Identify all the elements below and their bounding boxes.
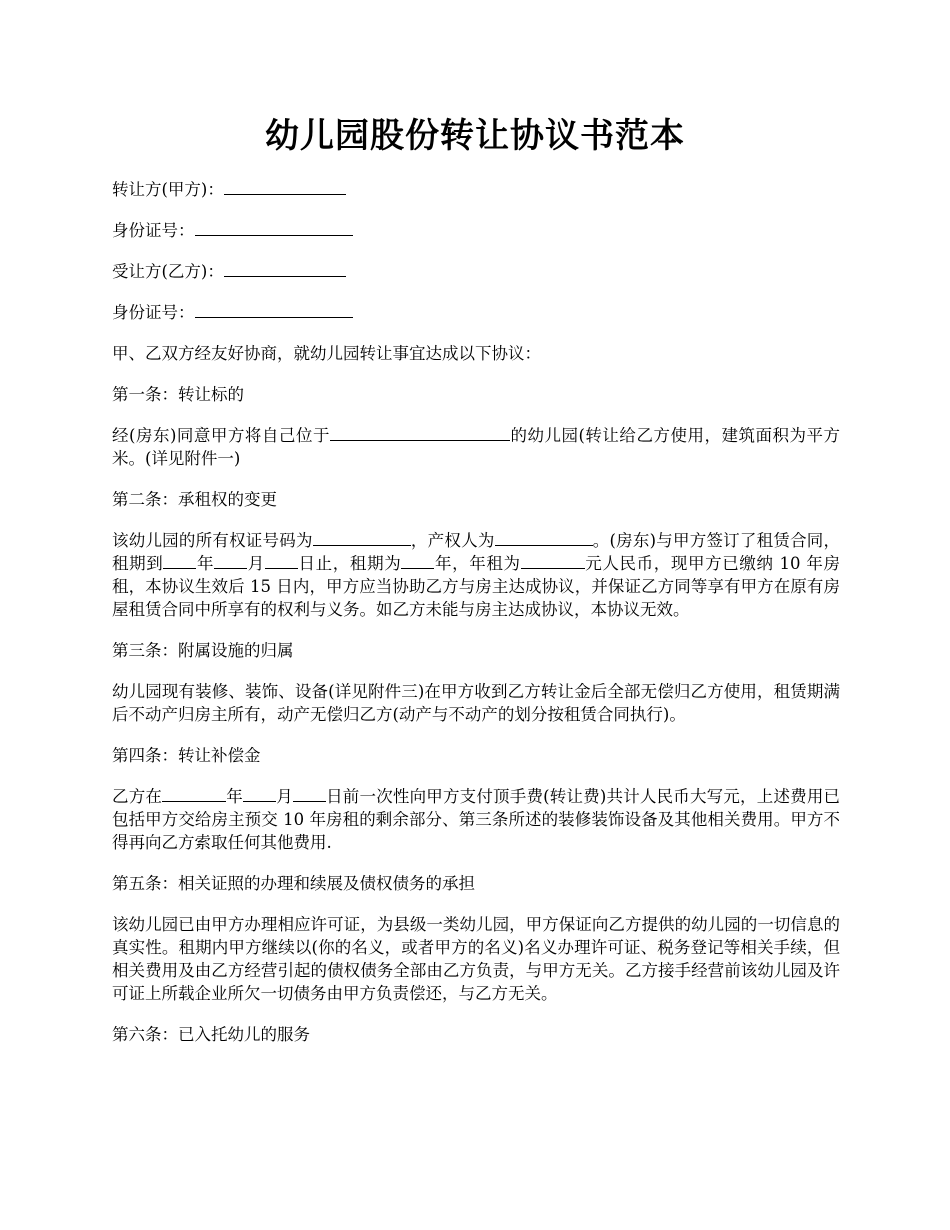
transferee-id-field bbox=[112, 301, 840, 324]
transferee-field bbox=[112, 260, 840, 283]
annual-rent-blank[interactable] bbox=[521, 552, 585, 569]
article-6-heading: 第六条：已入托幼儿的服务 bbox=[112, 1025, 310, 1044]
transferor-id-blank[interactable] bbox=[195, 219, 353, 236]
payment-year-blank[interactable] bbox=[162, 785, 226, 802]
transferee-id-label: 身份证号： bbox=[112, 303, 195, 322]
payment-day-blank[interactable] bbox=[293, 785, 326, 802]
lease-end-month-blank[interactable] bbox=[214, 552, 247, 569]
article-2-text-5: 月 bbox=[247, 554, 265, 573]
article-2-text-6: 日止，租期为 bbox=[297, 554, 402, 573]
article-1-heading: 第一条：转让标的 bbox=[112, 385, 244, 404]
article-2-text-7: 年，年租为 bbox=[434, 554, 521, 573]
article-2-heading: 第二条：承租权的变更 bbox=[112, 490, 277, 509]
article-3-heading: 第三条：附属设施的归属 bbox=[112, 641, 294, 660]
document-title: 幼儿园股份转让协议书范本 bbox=[265, 116, 685, 156]
owner-blank[interactable] bbox=[495, 529, 593, 546]
article-2-text bbox=[112, 529, 840, 621]
article-5-text: 该幼儿园已由甲方办理相应许可证，为县级一类幼儿园，甲方保证向乙方提供的幼儿园的一切信息的真实性。租期内甲方继续以(你的名义，或者甲方的名义)名义办理许可证、税务登记等相关手续，但相关费用及由乙方经营引起的债权债务全部由乙方负责，与甲方无关。乙方接手经营前该幼儿园及许可证上所载企业所欠一切债务由甲方负责偿还，与乙方无关。 bbox=[112, 915, 840, 1003]
article-3-text: 幼儿园现有装修、装饰、设备(详见附件三)在甲方收到乙方转让金后全部无偿归乙方使用，租赁期满后不动产归房主所有，动产无偿归乙方(动产与不动产的划分按租赁合同执行)。 bbox=[112, 682, 840, 724]
transferor-id-field bbox=[112, 219, 840, 242]
intro-paragraph: 甲、乙双方经友好协商，就幼儿园转让事宜达成以下协议： bbox=[112, 344, 541, 363]
article-4-text-2: 年 bbox=[226, 787, 243, 806]
transferor-id-label: 身份证号： bbox=[112, 221, 195, 240]
transferor-blank[interactable] bbox=[224, 178, 346, 195]
article-2-text-8: 元人民币，现甲方已缴纳 10 年房租，本协议生效后 15 日内，甲方应当协助乙方与房主达成协议，并保证乙方同等享有甲方在原有房屋租赁合同中所享有的权利与义务。如乙方未能与房主达成协议，本协议无效。 bbox=[112, 554, 841, 619]
lease-term-blank[interactable] bbox=[401, 552, 434, 569]
article-4-heading: 第四条：转让补偿金 bbox=[112, 746, 261, 765]
article-1-text-b: 的幼儿园(转让给乙方使用，建筑面积为平方米。(详见附件一) bbox=[112, 426, 841, 468]
lease-end-day-blank[interactable] bbox=[265, 552, 298, 569]
payment-month-blank[interactable] bbox=[243, 785, 276, 802]
article-5-heading: 第五条：相关证照的办理和续展及债权债务的承担 bbox=[112, 874, 475, 893]
article-2-text-1: 该幼儿园的所有权证号码为 bbox=[112, 531, 313, 550]
transferee-id-blank[interactable] bbox=[195, 301, 353, 318]
article-4-text-1: 乙方在 bbox=[112, 787, 163, 806]
transferee-label: 受让方(乙方)： bbox=[112, 262, 224, 281]
document-body bbox=[112, 178, 840, 1064]
article-4-text-3: 月 bbox=[276, 787, 293, 806]
article-2-text-2: ，产权人为 bbox=[410, 531, 495, 550]
lease-end-year-blank[interactable] bbox=[163, 552, 196, 569]
certificate-number-blank[interactable] bbox=[313, 529, 411, 546]
transferor-label: 转让方(甲方)： bbox=[112, 180, 224, 199]
article-4-text bbox=[112, 785, 840, 854]
article-1-text-a: 经(房东)同意甲方将自己位于 bbox=[112, 426, 330, 445]
article-1-text bbox=[112, 424, 840, 470]
location-blank[interactable] bbox=[330, 424, 510, 441]
transferee-blank[interactable] bbox=[224, 260, 346, 277]
article-2-text-3: 。(房东)与甲方签订了租赁合同，租期到 bbox=[112, 531, 841, 573]
article-4-text-4: 日前一次性向甲方支付顶手费(转让费)共计人民币大写元，上述费用已包括甲方交给房主预交 10 年房租的剩余部分、第三条所述的装修装饰设备及其他相关费用。甲方不得再向乙方索取任何其他费用. bbox=[112, 787, 841, 852]
article-2-text-4: 年 bbox=[196, 554, 215, 573]
transferor-field bbox=[112, 178, 840, 201]
